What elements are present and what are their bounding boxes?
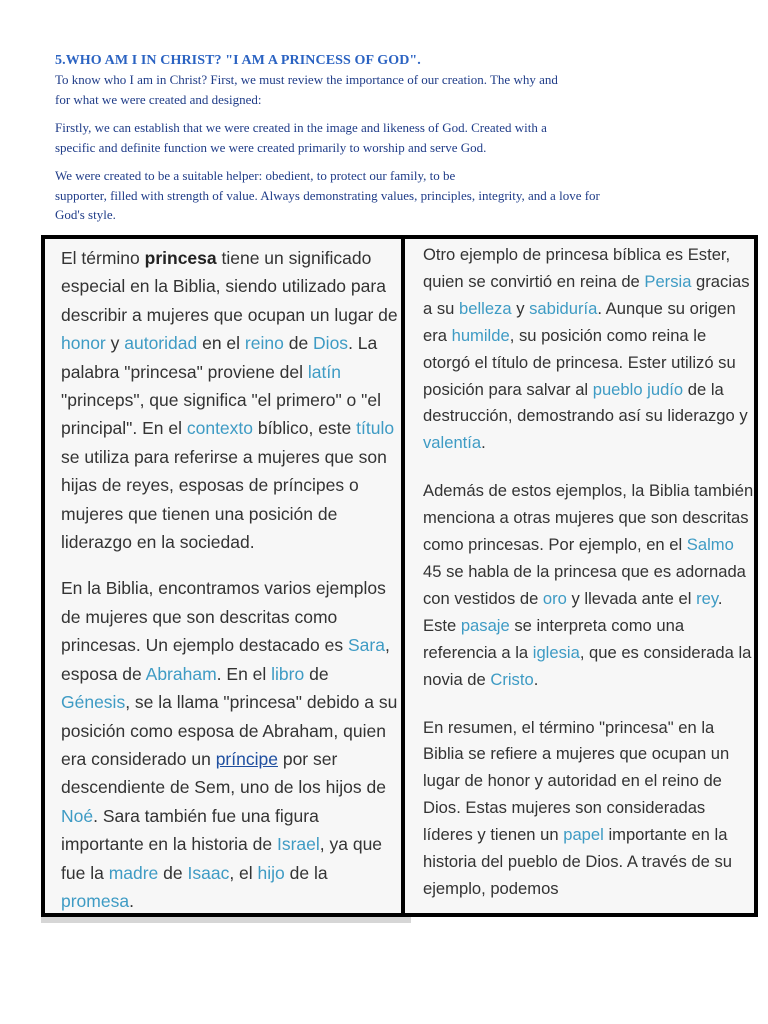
- text-run: , que es considerada la novia de: [423, 642, 752, 689]
- text-run: importante en la historia del pueblo de Dios. A través de su ejemplo, podemos: [423, 825, 733, 898]
- text-run: .: [481, 433, 486, 453]
- text-run: y: [105, 333, 125, 354]
- link-promesa[interactable]: promesa: [61, 890, 130, 911]
- link-sara[interactable]: Sara: [347, 635, 385, 656]
- document-header: [55, 52, 655, 225]
- creation-line-2: specific and definite function we were created primarily to worship and serve God.: [55, 139, 487, 155]
- creation-line-1: Firstly, we can establish that we were created in the image and likeness of God. Created with a: [55, 120, 547, 135]
- link-título[interactable]: título: [356, 418, 395, 439]
- link-iglesia[interactable]: iglesia: [532, 642, 580, 662]
- text-run: "princeps", que significa "el primero" o "el principal". En el: [61, 390, 381, 439]
- right-paragraph-3: [423, 715, 754, 903]
- right-paragraph-2: [423, 478, 754, 693]
- text-run: de la destrucción, demostrando así su liderazgo y: [423, 379, 748, 426]
- link-libro[interactable]: libro: [271, 663, 305, 684]
- link-reino[interactable]: reino: [244, 333, 284, 354]
- link-belleza[interactable]: belleza: [458, 298, 512, 318]
- link-cristo[interactable]: Cristo: [490, 669, 534, 689]
- text-run: se interpreta como una referencia a la: [423, 615, 685, 662]
- bold-term: princesa: [144, 248, 217, 268]
- text-run: , su posición como reina le otorgó el título de princesa. Ester utilizó su posición para salvar al: [423, 325, 736, 399]
- intro-paragraph: [55, 70, 655, 109]
- link-salmo[interactable]: Salmo: [686, 535, 734, 555]
- helper-line-1: We were created to be a suitable helper: obedient, to protect our family, to be: [55, 168, 456, 183]
- link-israel[interactable]: Israel: [276, 834, 320, 855]
- text-run: de: [158, 862, 188, 883]
- text-run: En resumen, el término "princesa" en la Biblia se refiere a mujeres que ocupan un lugar de honor y autoridad en el reino de Dios. Estas mujeres son consideradas líderes y tienen un: [423, 717, 730, 845]
- link-contexto[interactable]: contexto: [186, 418, 254, 439]
- link-papel[interactable]: papel: [563, 825, 604, 845]
- text-run: bíblico, este: [253, 418, 357, 439]
- text-run: Además de estos ejemplos, la Biblia también menciona a otras mujeres que son descritas como princesas. Por ejemplo, en el: [423, 481, 754, 555]
- intro-line-1: To know who I am in Christ? First, we must review the importance of our creation. The why and: [55, 72, 558, 87]
- creation-paragraph: [55, 118, 655, 157]
- text-run: .: [533, 669, 539, 689]
- link-persia[interactable]: Persia: [644, 271, 692, 291]
- link-abraham[interactable]: Abraham: [145, 663, 217, 684]
- intro-line-2: for what we were created and designed:: [55, 91, 262, 107]
- text-run: se utiliza para referirse a mujeres que son hijas de reyes, esposas de príncipes o mujeres que tienen una posición de liderazgo en la sociedad.: [61, 446, 387, 553]
- link-isaac[interactable]: Isaac: [187, 862, 230, 883]
- text-run: y llevada ante el: [566, 588, 697, 608]
- text-run: por ser descendiente de Sem, uno de los hijos de: [61, 748, 386, 798]
- helper-line-2: supporter, filled with strength of value. Always demonstrating values, principles, integrity, and a love for: [55, 187, 600, 203]
- link-noé[interactable]: Noé: [61, 805, 94, 826]
- link-dios[interactable]: Dios: [313, 333, 349, 354]
- helper-paragraph: [55, 166, 655, 225]
- link-príncipe[interactable]: príncipe: [215, 748, 278, 769]
- right-article-panel: [401, 235, 758, 917]
- text-run: .: [129, 890, 134, 911]
- text-run: gracias a su: [423, 271, 750, 318]
- link-autoridad[interactable]: autoridad: [124, 333, 198, 354]
- text-run: El término: [61, 248, 145, 268]
- left-paragraph-2: [61, 574, 401, 915]
- text-run: , ya que fue la: [61, 834, 383, 883]
- text-run: Otro ejemplo de princesa bíblica es Ester, quien se convirtió en reina de: [423, 245, 731, 291]
- link-sabiduría[interactable]: sabiduría: [529, 298, 598, 318]
- text-run: , el: [229, 862, 258, 883]
- text-run: . Este: [423, 588, 723, 635]
- text-run: en el: [197, 333, 245, 354]
- link-génesis[interactable]: Génesis: [61, 692, 126, 713]
- text-run: . Aunque su origen era: [423, 298, 736, 345]
- link-oro[interactable]: oro: [542, 588, 567, 608]
- left-paragraph-1: [61, 244, 401, 556]
- text-run: tiene un significado especial en la Biblia, siendo utilizado para describir a mujeres que ocupan un lugar de: [61, 248, 398, 325]
- panel-shadow: [41, 917, 411, 923]
- link-hijo[interactable]: hijo: [257, 862, 285, 883]
- text-run: . Sara también fue una figura importante en la historia de: [61, 805, 319, 855]
- link-rey[interactable]: rey: [696, 588, 718, 608]
- link-valentía[interactable]: valentía: [423, 433, 482, 453]
- text-run: En la Biblia, encontramos varios ejemplos de mujeres que son descritas como princesas. Un ejemplo destacado es: [61, 578, 386, 656]
- link-humilde[interactable]: humilde: [451, 325, 510, 345]
- link-madre[interactable]: madre: [108, 862, 159, 883]
- text-run: , esposa de: [61, 635, 390, 684]
- text-run: de la: [284, 862, 328, 883]
- text-run: de: [283, 333, 314, 354]
- text-run: y: [511, 298, 530, 318]
- helper-line-3: God's style.: [55, 207, 116, 222]
- text-run: . En el: [216, 663, 272, 684]
- text-run: de: [304, 663, 329, 684]
- right-paragraph-1: [423, 242, 754, 457]
- link-pasaje[interactable]: pasaje: [460, 615, 510, 635]
- section-title: 5.WHO AM I IN CHRIST? "I AM A PRINCESS OF GOD".: [55, 53, 421, 68]
- text-run: 45 se habla de la princesa que es adornada con vestidos de: [423, 561, 746, 608]
- link-pueblo-judío[interactable]: pueblo judío: [592, 379, 684, 399]
- link-latín[interactable]: latín: [307, 361, 341, 382]
- text-run: , se la llama "princesa" debido a su posición como esposa de Abraham, quien era considerado un: [61, 692, 398, 769]
- link-honor[interactable]: honor: [61, 333, 106, 354]
- left-article-panel: [41, 235, 405, 917]
- text-run: . La palabra "princesa" proviene del: [61, 333, 378, 382]
